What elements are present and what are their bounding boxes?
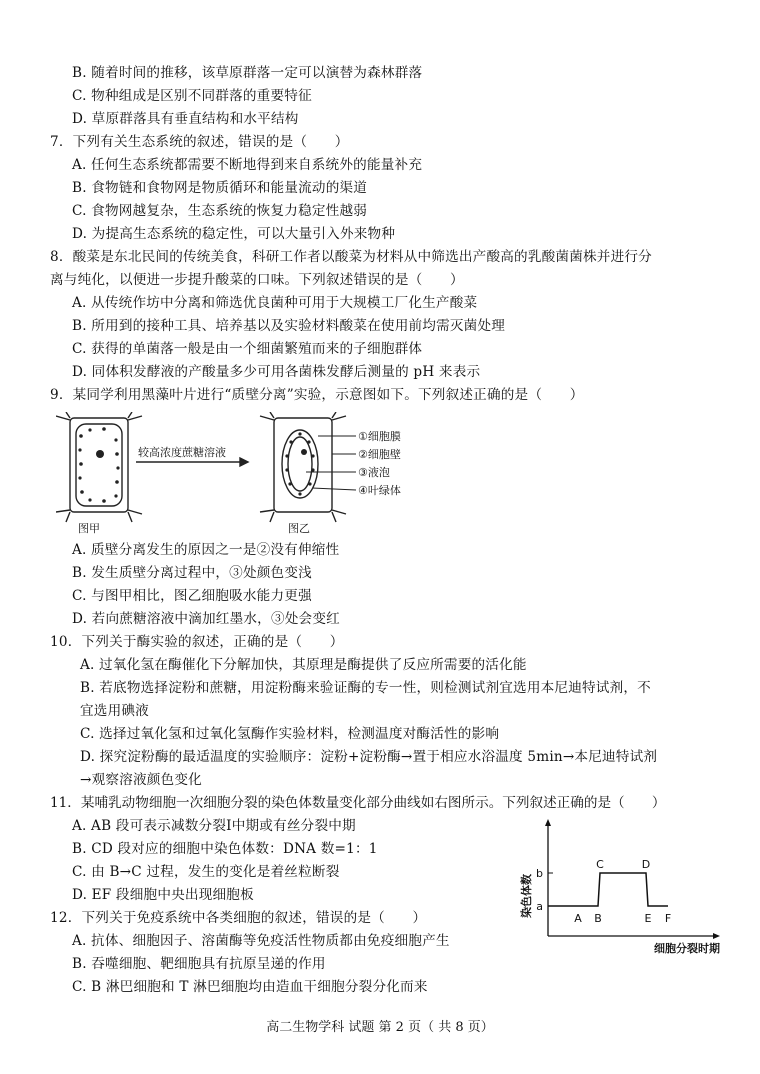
label-cell-membrane: ①细胞膜	[358, 430, 401, 443]
q11-option-b: B. CD 段对应的细胞中染色体数：DNA 数=1：1	[72, 841, 378, 857]
point-label-F: F	[664, 912, 672, 925]
q10-option-c: C. 选择过氧化氢和过氧化氢酶作实验材料，检测温度对酶活性的影响	[80, 726, 500, 742]
q7-option-b: B. 食物链和食物网是物质循环和能量流动的渠道	[72, 180, 368, 196]
leader-lines	[306, 436, 356, 490]
q6-option-c: C. 物种组成是区别不同群落的重要特征	[72, 88, 312, 104]
q10-stem: 10．下列关于酶实验的叙述，正确的是（ ）	[50, 634, 344, 650]
q8-stem-line1: 8．酸菜是东北民间的传统美食，科研工作者以酸菜为材料从中筛选出产酸高的乳酸菌菌株并进行分	[50, 249, 652, 265]
q7-option-d: D. 为提高生态系统的稳定性，可以大量引入外来物种	[72, 226, 396, 242]
q7-option-c: C. 食物网越复杂，生态系统的恢复力稳定性越弱	[72, 203, 368, 219]
plasmolysis-figure	[56, 412, 476, 538]
q8-option-b: B. 所用到的接种工具、培养基以及实验材料酸菜在使用前均需灭菌处理	[72, 318, 506, 334]
q8-option-a: A. 从传统作坊中分离和筛选优良菌种可用于大规模工厂化生产酸菜	[72, 295, 478, 311]
fig-a-label: 图甲	[78, 522, 100, 535]
q10-option-d-line2: →观察溶液颜色变化	[80, 772, 202, 788]
q9-option-c: C. 与图甲相比，图乙细胞吸水能力更强	[72, 588, 312, 604]
chart-marks	[548, 858, 671, 925]
q7-stem: 7．下列有关生态系统的叙述，错误的是（ ）	[50, 134, 349, 150]
q8-option-c: C. 获得的单菌落一般是由一个细菌繁殖而来的子细胞群体	[72, 341, 423, 357]
q11-option-a: A. AB 段可表示减数分裂Ⅰ中期或有丝分裂中期	[72, 818, 356, 834]
cell-a-diagram	[56, 412, 142, 522]
q6-option-d: D. 草原群落具有垂直结构和水平结构	[72, 111, 299, 127]
cell-b-chloroplasts	[285, 432, 314, 495]
q11-stem: 11．某哺乳动物细胞一次细胞分裂的染色体数量变化部分曲线如右图所示。下列叙述正确的是（ ）	[50, 795, 666, 811]
arrow-right-icon	[136, 458, 248, 466]
q12-stem: 12．下列关于免疫系统中各类细胞的叙述，错误的是（ ）	[50, 910, 427, 926]
point-label-C: C	[596, 858, 604, 871]
y-axis-label: 染色体数	[520, 874, 533, 918]
q9-option-b: B. 发生质壁分离过程中，③处颜色变浅	[72, 565, 312, 581]
y-tick-label-a: a	[536, 900, 543, 913]
q9-option-d: D. 若向蔗糖溶液中滴加红墨水，③处会变红	[72, 611, 340, 627]
label-vacuole: ③液泡	[358, 466, 390, 479]
q12-option-a: A. 抗体、细胞因子、溶菌酶等免疫活性物质都由免疫细胞产生	[72, 933, 450, 949]
q10-option-a: A. 过氧化氢在酶催化下分解加快，其原理是酶提供了反应所需要的活化能	[80, 657, 527, 673]
point-label-B: B	[594, 912, 602, 925]
cell-a-chloroplasts	[78, 427, 119, 503]
q12-option-c: C. B 淋巴细胞和 T 淋巴细胞均由造血干细胞分裂分化而来	[72, 979, 428, 995]
point-label-E: E	[644, 912, 652, 925]
q10-option-d-line1: D. 探究淀粉酶的最适温度的实验顺序：淀粉+淀粉酶→置于相应水浴温度 5min→本尼迪特试剂	[80, 749, 658, 765]
page-footer: 高二生物学科 试题 第 2 页（ 共 8 页）	[266, 1020, 494, 1035]
q6-option-b: B. 随着时间的推移，该草原群落一定可以演替为森林群落	[72, 65, 423, 81]
label-chloroplast: ④叶绿体	[358, 484, 401, 497]
fig-b-label: 图乙	[288, 522, 310, 535]
y-tick-label-b: b	[536, 867, 543, 880]
chromosome-chart	[508, 818, 728, 956]
arrow-label: 较高浓度蔗糖溶液	[138, 446, 226, 459]
q8-option-d: D. 同体积发酵液的产酸量多少可用各菌株发酵后测量的 pH 来表示	[72, 364, 481, 380]
chart-axes	[536, 819, 720, 939]
q9-stem: 9．某同学利用黑藻叶片进行“质壁分离”实验，示意图如下。下列叙述正确的是（ ）	[50, 387, 584, 403]
cell-b-diagram	[260, 412, 346, 522]
point-label-D: D	[641, 858, 651, 871]
x-axis-label: 细胞分裂时期	[654, 942, 720, 955]
q12-option-b: B. 吞噬细胞、靶细胞具有抗原呈递的作用	[72, 956, 326, 972]
x-axis-arrow	[713, 933, 720, 939]
series-line	[548, 873, 668, 906]
point-label-A: A	[574, 912, 582, 925]
q7-option-a: A. 任何生态系统都需要不断地得到来自系统外的能量补充	[72, 157, 423, 173]
q8-stem-line2: 离与纯化，以便进一步提升酸菜的口味。下列叙述错误的是（ ）	[50, 272, 464, 288]
q11-option-c: C. 由 B→C 过程，发生的变化是着丝粒断裂	[72, 864, 340, 880]
y-axis-arrow	[545, 819, 551, 826]
q10-option-b-line1: B. 若底物选择淀粉和蔗糖，用淀粉酶来验证酶的专一性，则检测试剂宜选用本尼迪特试剂，不	[80, 680, 651, 696]
q9-option-a: A. 质壁分离发生的原因之一是②没有伸缩性	[72, 542, 340, 558]
q11-option-d: D. EF 段细胞中央出现细胞板	[72, 887, 254, 903]
label-cell-wall: ②细胞壁	[358, 448, 401, 461]
q10-option-b-line2: 宜选用碘液	[80, 703, 149, 719]
